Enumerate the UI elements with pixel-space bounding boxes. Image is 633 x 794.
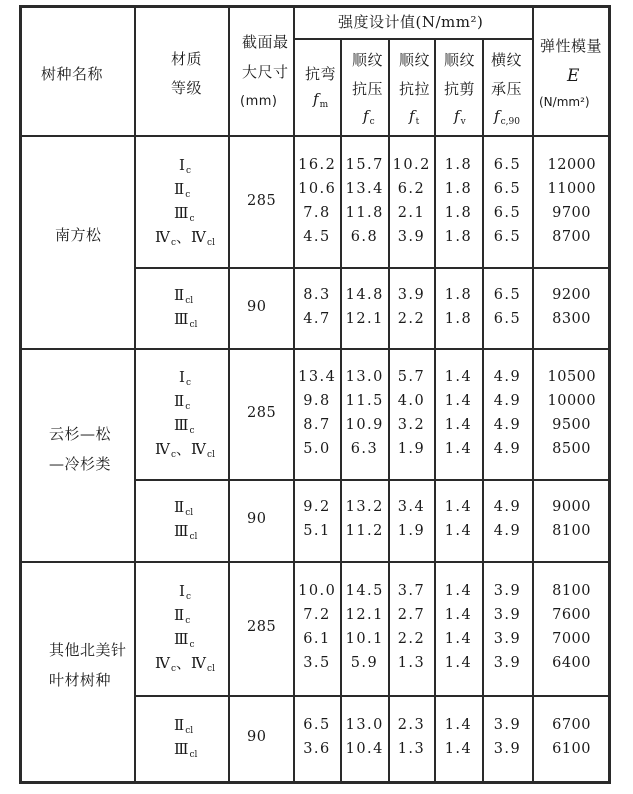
value-elastic-modulus: 6100 [552, 741, 591, 757]
value-ft: 3.9 [397, 228, 426, 245]
value-fc-90: 3.9 [493, 631, 522, 647]
value-fm: 9.2 [303, 499, 331, 515]
value-fv: 1.4 [444, 368, 473, 385]
value-fv: 1.8 [444, 228, 473, 245]
grade-label [174, 718, 193, 736]
value-fm: 5.0 [303, 440, 331, 457]
grade-label [174, 608, 190, 626]
grade-numeral: Ⅳ [155, 439, 170, 458]
grade-subscript: c [185, 616, 191, 626]
header-grade-line1: 材质 [171, 50, 203, 68]
value-fc-90: 4.9 [493, 416, 522, 433]
column-divider [434, 38, 436, 781]
header-ft-line1: 顺纹 [399, 51, 431, 69]
grade-numeral: Ⅲ [174, 309, 189, 328]
max-section-size: 285 [247, 619, 277, 635]
grade-numeral-alt: 、Ⅳ [176, 227, 207, 246]
value-fm: 3.5 [303, 655, 331, 671]
value-ft: 3.2 [397, 416, 426, 433]
header-section-unit: (mm) [240, 94, 278, 109]
value-fc: 13.0 [345, 368, 384, 385]
value-ft: 3.4 [397, 499, 426, 515]
grade-numeral: Ⅱ [174, 391, 185, 410]
value-ft: 5.7 [397, 368, 426, 385]
value-fc-90: 6.5 [493, 286, 522, 303]
value-fc: 11.8 [345, 204, 384, 221]
grade-label [179, 367, 191, 388]
column-divider [134, 5, 136, 781]
grade-numeral: Ⅲ [174, 522, 189, 540]
grade-label [174, 500, 193, 518]
value-ft: 6.2 [397, 180, 426, 197]
grade-numeral: Ⅰ [179, 155, 185, 174]
value-ft: 2.2 [397, 310, 426, 327]
grade-numeral: Ⅳ [155, 227, 170, 246]
grade-numeral-alt: 、Ⅳ [176, 654, 207, 672]
grade-subscript: cl [189, 750, 198, 760]
grade-subscript: c [185, 165, 191, 176]
value-fc: 5.9 [350, 655, 379, 671]
grade-label [179, 155, 191, 176]
value-fm: 8.3 [303, 286, 331, 303]
value-fv: 1.4 [444, 392, 473, 409]
value-fc: 13.0 [345, 717, 384, 733]
header-fv-symbol: $f_v$ [454, 107, 466, 127]
grade-subscript-alt: cl [207, 237, 215, 248]
group-separator [19, 348, 611, 350]
header-group-divider [293, 38, 532, 40]
grade-numeral: Ⅲ [174, 415, 189, 434]
grade-subscript: cl [185, 508, 194, 518]
grade-numeral: Ⅱ [174, 179, 185, 198]
header-section-line2: 大尺寸 [242, 63, 289, 81]
value-ft: 2.1 [397, 204, 426, 221]
value-fm: 10.6 [298, 180, 337, 197]
header-strength-group: 强度设计值(N/mm²) [338, 13, 484, 31]
value-fc-90: 3.9 [493, 607, 522, 623]
value-fv: 1.4 [444, 440, 473, 457]
grade-label [155, 439, 215, 460]
grade-subscript: c [185, 189, 191, 200]
value-fv: 1.4 [444, 499, 473, 515]
header-modulus-unit: (N/mm²) [539, 95, 590, 109]
value-fc-90: 3.9 [493, 717, 522, 733]
grade-numeral: Ⅱ [174, 606, 185, 624]
header-fc-line1: 顺纹 [352, 51, 384, 69]
value-fc-90: 6.5 [493, 204, 522, 221]
column-divider [340, 38, 342, 781]
value-elastic-modulus: 7000 [552, 631, 591, 647]
value-fc: 10.1 [345, 631, 384, 647]
value-fc-90: 4.9 [493, 392, 522, 409]
header-fm-symbol: $f_m$ [313, 90, 329, 110]
value-fc: 13.4 [345, 180, 384, 197]
value-fc-90: 6.5 [493, 156, 522, 173]
value-elastic-modulus: 12000 [547, 156, 597, 173]
value-fc: 14.8 [345, 286, 384, 303]
value-fv: 1.4 [444, 655, 473, 671]
grade-subscript-alt: cl [207, 664, 215, 674]
value-ft: 1.3 [397, 741, 426, 757]
grade-label [174, 391, 191, 412]
value-ft: 2.3 [397, 717, 426, 733]
header-ft-line2: 抗拉 [399, 80, 431, 98]
grade-numeral: Ⅰ [179, 367, 185, 386]
value-fm: 7.2 [303, 607, 331, 623]
value-ft: 1.3 [397, 655, 426, 671]
grade-label [155, 656, 215, 674]
value-fc: 10.4 [345, 741, 384, 757]
value-fc: 12.1 [345, 310, 384, 327]
header-fc-symbol: $f_c$ [363, 107, 375, 127]
block-separator [134, 695, 611, 697]
table-bottom-border [19, 781, 611, 784]
value-fm: 6.1 [303, 631, 331, 647]
max-section-size: 285 [247, 192, 277, 209]
value-ft: 1.9 [397, 523, 426, 539]
max-section-size: 90 [247, 511, 267, 527]
value-fc-90: 4.9 [493, 523, 522, 539]
value-ft: 2.2 [397, 631, 426, 647]
species-name-line2: 叶材树种 [49, 671, 112, 689]
value-ft: 4.0 [397, 392, 426, 409]
value-elastic-modulus: 8500 [552, 440, 591, 457]
value-fc: 13.2 [345, 499, 384, 515]
value-fv: 1.8 [444, 180, 473, 197]
grade-subscript: c [189, 640, 195, 650]
grade-label [174, 415, 195, 436]
value-fm: 5.1 [303, 523, 331, 539]
value-fc-90: 4.9 [493, 368, 522, 385]
value-fc: 11.5 [345, 392, 384, 409]
value-fm: 4.7 [303, 310, 331, 327]
header-bottom-border [19, 135, 611, 137]
value-fc: 12.1 [345, 607, 384, 623]
grade-subscript: c [171, 237, 177, 248]
grade-label [155, 227, 215, 248]
grade-numeral: Ⅱ [174, 716, 185, 734]
value-fc: 15.7 [345, 156, 384, 173]
column-divider [388, 38, 390, 781]
value-elastic-modulus: 9700 [552, 204, 591, 221]
value-elastic-modulus: 7600 [552, 607, 591, 623]
grade-subscript: c [171, 449, 177, 460]
grade-label [174, 203, 195, 224]
value-elastic-modulus: 9000 [552, 499, 591, 515]
value-elastic-modulus: 10500 [547, 368, 597, 385]
block-separator [134, 267, 611, 269]
value-fv: 1.8 [444, 156, 473, 173]
value-fv: 1.8 [444, 310, 473, 327]
grade-label [174, 742, 197, 760]
grade-subscript-alt: cl [207, 449, 215, 460]
header-fv-line2: 抗剪 [444, 80, 476, 98]
value-fv: 1.8 [444, 286, 473, 303]
value-fv: 1.4 [444, 523, 473, 539]
value-ft: 1.9 [397, 440, 426, 457]
value-fc: 11.2 [345, 523, 384, 539]
grade-numeral: Ⅳ [155, 654, 170, 672]
max-section-size: 90 [247, 298, 267, 315]
value-fc-90: 4.9 [493, 440, 522, 457]
grade-numeral-alt: 、Ⅳ [176, 439, 207, 458]
max-section-size: 285 [247, 404, 277, 421]
grade-subscript: cl [189, 532, 198, 542]
value-elastic-modulus: 6700 [552, 717, 591, 733]
species-name-line2: —冷杉类 [49, 454, 112, 473]
grade-numeral: Ⅲ [174, 630, 189, 648]
grade-numeral: Ⅰ [179, 582, 185, 600]
value-fm: 10.0 [298, 583, 337, 599]
header-fm-label: 抗弯 [305, 65, 337, 83]
grade-label [174, 285, 194, 306]
value-fc-90: 6.5 [493, 310, 522, 327]
header-modulus-symbol: E [567, 66, 580, 86]
timber-strength-table [19, 5, 611, 783]
header-fc-line2: 抗压 [352, 80, 384, 98]
grade-label [174, 309, 198, 330]
value-fc-90: 4.9 [493, 499, 522, 515]
grade-numeral: Ⅲ [174, 740, 189, 758]
grade-label [174, 524, 197, 542]
grade-numeral: Ⅱ [174, 285, 185, 304]
value-ft: 2.7 [397, 607, 426, 623]
value-fc: 14.5 [345, 583, 384, 599]
value-fc: 10.9 [345, 416, 384, 433]
value-fm: 13.4 [298, 368, 337, 385]
value-fv: 1.4 [444, 607, 473, 623]
header-modulus-label: 弹性模量 [540, 37, 603, 55]
grade-subscript: c [185, 377, 191, 388]
value-fc-90: 6.5 [493, 228, 522, 245]
value-fm: 9.8 [303, 392, 331, 409]
grade-subscript: c [185, 592, 191, 602]
value-fc: 6.8 [350, 228, 379, 245]
value-fv: 1.4 [444, 717, 473, 733]
value-elastic-modulus: 8700 [552, 228, 591, 245]
value-fc-90: 3.9 [493, 655, 522, 671]
value-ft: 3.9 [397, 286, 426, 303]
value-elastic-modulus: 9200 [552, 286, 591, 303]
value-elastic-modulus: 8300 [552, 310, 591, 327]
grade-label [174, 179, 191, 200]
value-ft: 10.2 [392, 156, 431, 173]
grade-label [179, 584, 191, 602]
value-fm: 6.5 [303, 717, 331, 733]
value-ft: 3.7 [397, 583, 426, 599]
column-divider [532, 5, 534, 781]
grade-numeral: Ⅲ [174, 203, 189, 222]
value-fm: 16.2 [298, 156, 337, 173]
value-elastic-modulus: 11000 [547, 180, 597, 197]
header-fv-line1: 顺纹 [444, 51, 476, 69]
species-name-line1: 其他北美针 [49, 641, 127, 659]
grade-subscript: cl [185, 726, 194, 736]
grade-subscript: cl [185, 295, 194, 306]
value-fv: 1.4 [444, 583, 473, 599]
value-elastic-modulus: 9500 [552, 416, 591, 433]
value-elastic-modulus: 10000 [547, 392, 597, 409]
value-fc-90: 3.9 [493, 583, 522, 599]
species-name-line1: 云杉—松 [49, 424, 112, 443]
header-ft-symbol: $f_t$ [409, 107, 420, 127]
value-fc-90: 3.9 [493, 741, 522, 757]
block-separator [134, 479, 611, 481]
header-fc90-line1: 横纹 [491, 51, 523, 69]
column-divider [228, 5, 230, 781]
grade-subscript: c [189, 213, 195, 224]
max-section-size: 90 [247, 729, 267, 745]
grade-subscript: cl [189, 319, 198, 330]
header-fc90-line2: 承压 [491, 80, 523, 98]
column-divider [482, 38, 484, 781]
grade-subscript: c [171, 664, 177, 674]
value-elastic-modulus: 6400 [552, 655, 591, 671]
table-left-border [19, 5, 22, 783]
group-separator [19, 561, 611, 563]
value-fv: 1.4 [444, 631, 473, 647]
header-grade-line2: 等级 [171, 79, 203, 97]
value-fc-90: 6.5 [493, 180, 522, 197]
grade-numeral: Ⅱ [174, 498, 185, 516]
header-species: 树种名称 [41, 65, 104, 83]
table-top-border [19, 5, 611, 8]
value-fm: 3.6 [303, 741, 331, 757]
species-name: 南方松 [55, 226, 102, 244]
value-fv: 1.4 [444, 416, 473, 433]
value-elastic-modulus: 8100 [552, 523, 591, 539]
grade-label [174, 632, 195, 650]
value-fv: 1.4 [444, 741, 473, 757]
value-fm: 4.5 [303, 228, 331, 245]
grade-subscript: c [189, 425, 195, 436]
value-elastic-modulus: 8100 [552, 583, 591, 599]
value-fm: 8.7 [303, 416, 331, 433]
grade-subscript: c [185, 401, 191, 412]
table-right-border [608, 5, 611, 783]
header-fc90-symbol: $f_{c,90}$ [494, 107, 520, 127]
header-section-line1: 截面最 [242, 33, 289, 51]
value-fc: 6.3 [350, 440, 379, 457]
column-divider [293, 5, 295, 781]
value-fv: 1.8 [444, 204, 473, 221]
value-fm: 7.8 [303, 204, 331, 221]
